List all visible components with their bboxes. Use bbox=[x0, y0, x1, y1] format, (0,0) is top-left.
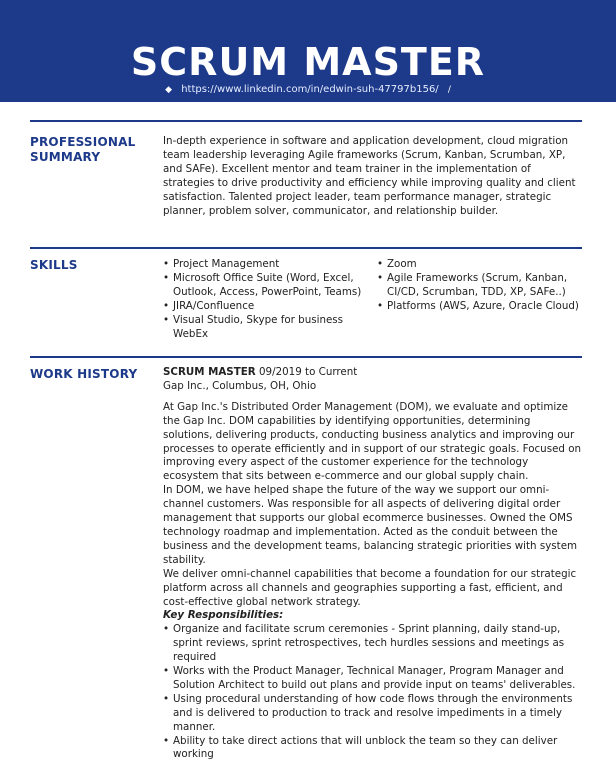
summary-paragraph: In-depth experience in software and application development, cloud migration team leadership leveraging Agile frameworks (Scrum, Kanban, Scrumban, XP, and SAFe). Excellent mentor and team trainer in the implementation of strategies to drive productivity and efficiency while improving quality and client satisfaction. Talented project leader, team performance manager, strategic planner, problem solver, communicator, and relationship builder. bbox=[163, 135, 576, 217]
responsibility-item: • Using procedural understanding of how code flows through the environments and is delivered to production to track and resolve impediments in a timely manner. bbox=[163, 693, 583, 735]
work-history-body bbox=[163, 366, 583, 762]
skills-column-1 bbox=[163, 258, 377, 341]
summary-heading: PROFESSIONAL SUMMARY bbox=[30, 135, 136, 164]
job-title-line bbox=[163, 366, 583, 380]
responsibility-item: • Ability to take direct actions that will unblock the team so they can deliver working bbox=[163, 735, 583, 762]
contact-row bbox=[0, 83, 616, 97]
skill-item: • Zoom bbox=[377, 258, 583, 272]
job-title: SCRUM MASTER bbox=[163, 366, 256, 378]
skills-list bbox=[163, 258, 583, 341]
skills-column-2 bbox=[377, 258, 583, 341]
linkedin-link[interactable]: https://www.linkedin.com/in/edwin-suh-47797b156/ bbox=[181, 84, 439, 95]
job-paragraph: In DOM, we have helped shape the future of the way we support our omni-channel customers. Was responsible for all aspects of delivering digital order management that supports our global ecommerce businesses. Owned the OMS technology roadmap and implementation. Acted as the conduit between the business and the development teams, balancing strategic priorities with system stability. bbox=[163, 484, 578, 566]
skills-heading: SKILLS bbox=[30, 258, 78, 272]
responsibility-item: • Works with the Product Manager, Technical Manager, Program Manager and Solution Architect to build out plans and provide input on teams' deliverables. bbox=[163, 665, 583, 693]
section-divider bbox=[30, 120, 582, 122]
skill-item: • Project Management bbox=[163, 258, 377, 272]
responsibilities-list bbox=[163, 623, 583, 762]
skill-item: • Microsoft Office Suite (Word, Excel, Outlook, Access, PowerPoint, Teams) bbox=[163, 272, 377, 300]
skill-item: • Visual Studio, Skype for business WebEx bbox=[163, 314, 377, 342]
responsibility-item: • Organize and facilitate scrum ceremonies - Sprint planning, daily stand-up, sprint reviews, sprint retrospectives, tech hurdles sessions and meetings as required bbox=[163, 623, 583, 665]
summary-text bbox=[163, 135, 583, 218]
diamond-icon: ◆ bbox=[165, 85, 172, 95]
slash-icon: / bbox=[447, 85, 451, 95]
employer: Gap Inc., Columbus, OH, Ohio bbox=[163, 379, 317, 392]
job-paragraph: We deliver omni-channel capabilities that become a foundation for our strategic platform across all channels and geographies supporting a fast, efficient, and cost-effective global network strategy. bbox=[163, 567, 577, 608]
header-banner bbox=[0, 0, 616, 102]
work-history-heading: WORK HISTORY bbox=[30, 367, 138, 381]
section-divider bbox=[30, 247, 582, 249]
key-responsibilities-label: Key Responsibilities: bbox=[163, 609, 284, 622]
skill-item: • Platforms (AWS, Azure, Oracle Cloud) bbox=[377, 300, 583, 314]
job-dates: 09/2019 to Current bbox=[259, 366, 358, 378]
section-divider bbox=[30, 356, 582, 358]
resume-title: SCRUM MASTER bbox=[130, 40, 486, 84]
job-paragraph: At Gap Inc.'s Distributed Order Management (DOM), we evaluate and optimize the Gap Inc. DOM capabilities by identifying opportunities, determining solutions, delivering products, conducting business analytics and improving our processes to operate efficiently and in support of our strategic goals. Focused on improving every aspect of the customer experience for the technology ecosystem that sits between e-commerce and our global supply chain. bbox=[163, 400, 582, 483]
skill-item: • Agile Frameworks (Scrum, Kanban, CI/CD, Scrumban, TDD, XP, SAFe..) bbox=[377, 272, 583, 300]
skill-item: • JIRA/Confluence bbox=[163, 300, 377, 314]
